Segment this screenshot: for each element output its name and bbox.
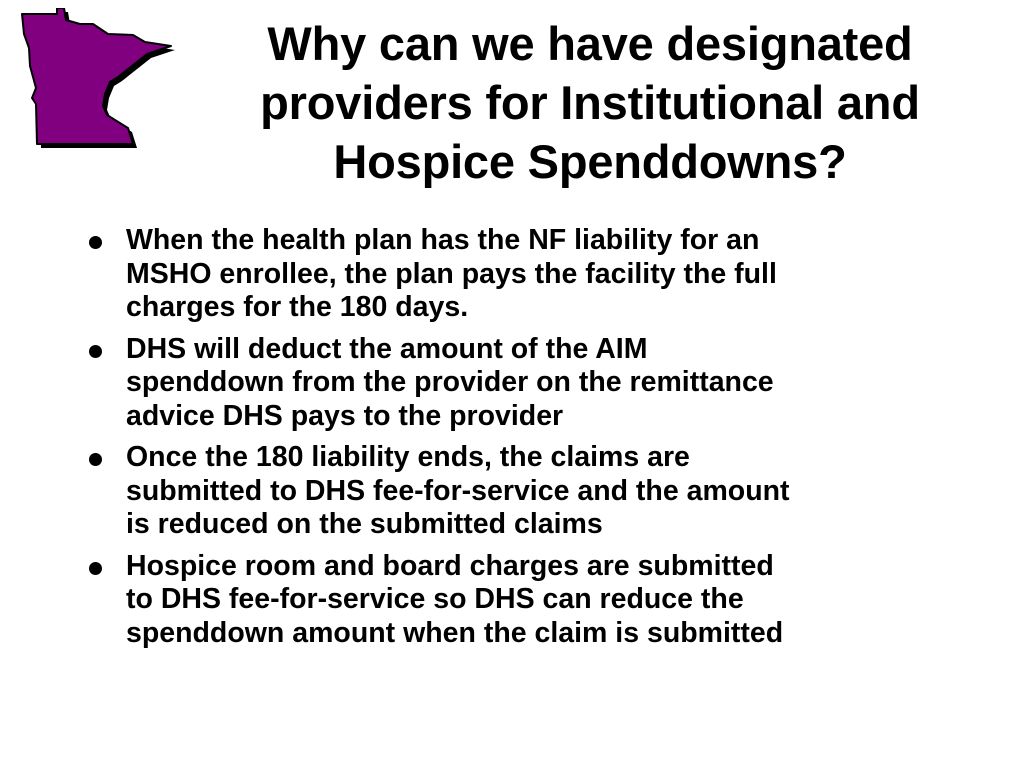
bullet-line: Hospice room and board charges are submitted — [126, 549, 774, 582]
bullet-line: to DHS fee-for-service so DHS can reduce the — [126, 583, 744, 615]
bullet-line: spenddown amount when the claim is submitted — [126, 616, 784, 649]
bullet-line: When the health plan has the NF liability for an — [126, 224, 760, 256]
bullet-item — [80, 333, 940, 434]
bullet-dot-icon — [89, 236, 102, 249]
bullet-item — [80, 441, 940, 542]
bullet-line: advice DHS pays to the provider — [126, 399, 564, 432]
bullet-dot-icon — [89, 562, 102, 575]
title-line: providers for Institutional and — [260, 76, 920, 129]
minnesota-state-outline-icon — [14, 8, 176, 152]
bullet-dot-icon — [89, 453, 102, 466]
state-fill-shape — [22, 8, 171, 144]
bullet-line: submitted to DHS fee-for-service and the amount — [126, 474, 790, 507]
title-line: Why can we have designated — [267, 17, 913, 70]
slide-title — [205, 14, 975, 191]
bullet-line: MSHO enrollee, the plan pays the facility the full — [126, 257, 777, 290]
bullet-line: is reduced on the submitted claims — [126, 508, 603, 540]
title-line: Hospice Spenddowns? — [333, 135, 847, 188]
bullet-line: DHS will deduct the amount of the AIM — [126, 332, 648, 365]
bullet-item — [80, 550, 940, 651]
bullet-line: spenddown from the provider on the remittance — [126, 366, 774, 398]
bullet-line: Once the 180 liability ends, the claims are — [126, 441, 690, 473]
bullet-list — [80, 224, 940, 658]
bullet-line: charges for the 180 days. — [126, 291, 469, 323]
bullet-dot-icon — [89, 345, 102, 358]
bullet-item — [80, 224, 940, 325]
